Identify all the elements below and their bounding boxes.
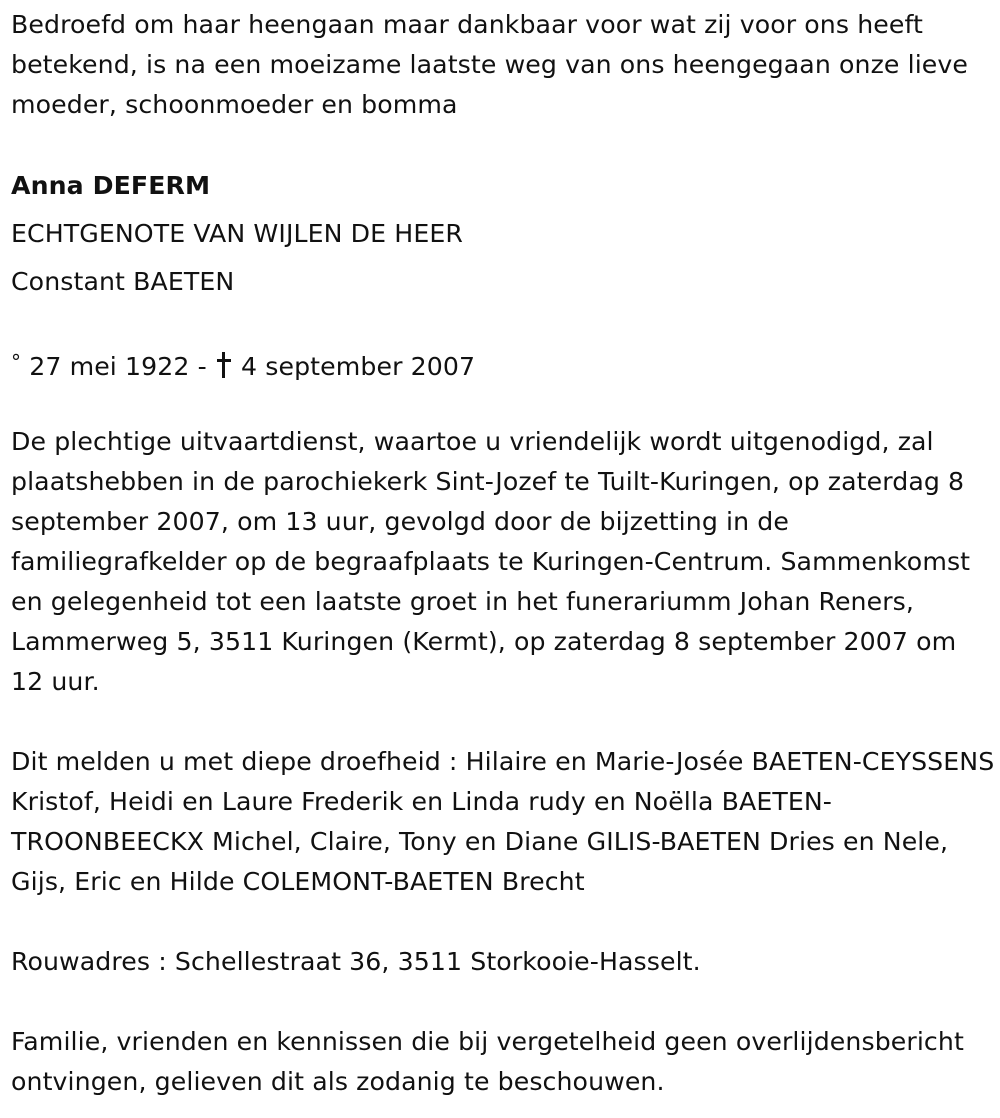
spouse-title: ECHTGENOTE VAN WIJLEN DE HEER	[11, 219, 463, 248]
deceased-name: Anna DEFERM	[11, 171, 211, 200]
death-date: 4 september 2007	[241, 352, 476, 381]
birth-date: 27 mei 1922	[29, 352, 190, 381]
spouse-name: Constant BAETEN	[11, 267, 235, 296]
mourners-paragraph: Dit melden u met diepe droefheid : Hilaire en Marie-Josée BAETEN-CEYSSENS Kristof, Heidi en Laure Frederik en Linda rudy en Noëlla BAETEN-TROONBEECKX Michel, Claire, Tony en Diane GILIS-BAETEN Dries en Nele, Gijs, Eric en Hilde COLEMONT-BAETEN Brecht	[11, 747, 995, 896]
life-dates	[11, 342, 475, 387]
birth-symbol: °	[11, 350, 22, 374]
mourning-address: Rouwadres : Schellestraat 36, 3511 Storkooie-Hasselt.	[11, 947, 701, 976]
cross-icon	[217, 352, 231, 378]
closing-paragraph: Familie, vrienden en kennissen die bij vergetelheid geen overlijdensbericht ontvingen, gelieven dit als zodanig te beschouwen.	[11, 1027, 964, 1096]
ceremony-paragraph: De plechtige uitvaartdienst, waartoe u vriendelijk wordt uitgenodigd, zal plaatshebben in de parochiekerk Sint-Jozef te Tuilt-Kuringen, op zaterdag 8 september 2007, om 13 uur, gevolgd door de bijzetting in de familiegrafkelder op de begraafplaats te Kuringen-Centrum. Sammenkomst en gelegenheid tot een laatste groet in het funerariumm Johan Reners, Lammerweg 5, 3511 Kuringen (Kermt), op zaterdag 8 september 2007 om 12 uur.	[11, 427, 971, 696]
intro-paragraph: Bedroefd om haar heengaan maar dankbaar voor wat zij voor ons heeft betekend, is na een moeizame laatste weg van ons heengegaan onze lieve moeder, schoonmoeder en bomma	[11, 10, 969, 119]
date-separator: -	[197, 352, 207, 381]
